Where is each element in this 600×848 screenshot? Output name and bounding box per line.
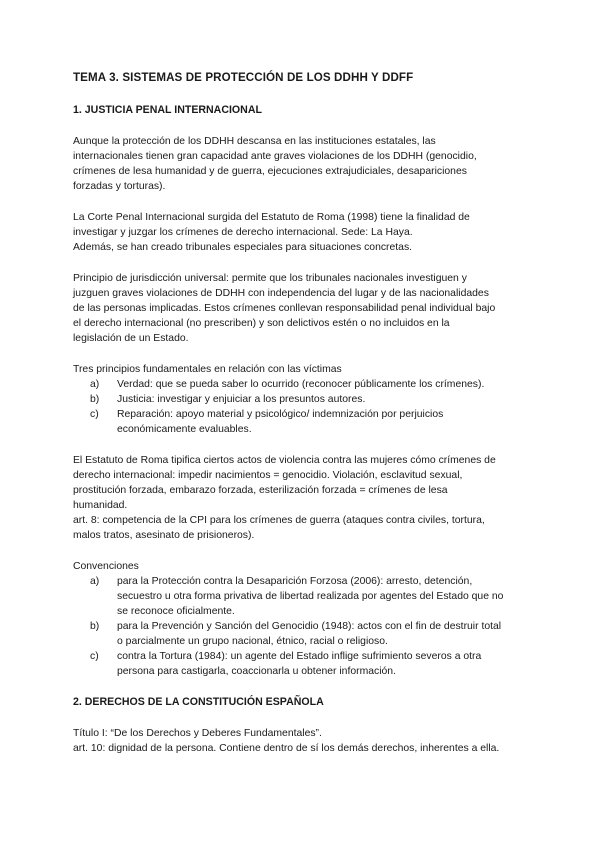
- text-line: Reparación: apoyo material y psicológico/ indemnización por perjuicios: [117, 409, 444, 420]
- text-line: art. 8: competencia de la CPI para los crímenes de guerra (ataques contra civiles, tortura,: [73, 515, 485, 526]
- list-marker: a): [90, 576, 100, 587]
- text-line: Título I: “De los Derechos y Deberes Fundamentales”.: [73, 728, 322, 739]
- text-line: investigar y juzgar los crímenes de derecho internacional. Sede: La Haya.: [73, 227, 413, 238]
- list-marker: b): [90, 621, 100, 632]
- text-line: el derecho internacional (no prescriben) y son delictivos estén o no incluidos en la: [73, 318, 450, 329]
- text-line: contra la Tortura (1984): un agente del Estado inflige sufrimiento severos a otra: [117, 651, 482, 662]
- list-marker: c): [90, 651, 99, 662]
- principles-list: [73, 377, 533, 437]
- page-title: TEMA 3. SISTEMAS DE PROTECCIÓN DE LOS DDHH Y DDFF: [73, 71, 414, 84]
- text-line: forzadas y torturas).: [73, 181, 166, 192]
- list-marker: a): [90, 379, 100, 390]
- list-item: [73, 574, 533, 619]
- section-1-heading: 1. JUSTICIA PENAL INTERNACIONAL: [73, 104, 262, 116]
- conventions-list: [73, 574, 533, 679]
- paragraph-universal-jurisdiction: [73, 271, 533, 346]
- text-line: derecho internacional: impedir nacimientos = genocidio. Violación, esclavitud sexual,: [73, 470, 463, 481]
- conventions-intro: Convenciones: [73, 561, 139, 572]
- text-line: para la Protección contra la Desaparición Forzosa (2006): arresto, detención,: [117, 576, 473, 587]
- paragraph-constitution: [73, 726, 533, 756]
- document-page: [73, 70, 533, 772]
- text-line: prostitución forzada, embarazo forzada, esterilización forzada = crímenes de lesa: [73, 485, 448, 496]
- text-line: La Corte Penal Internacional surgida del Estatuto de Roma (1998) tiene la finalidad de: [73, 212, 470, 223]
- text-line: secuestro u otra forma privativa de libertad realizada por agentes del Estado que no: [117, 591, 504, 602]
- text-line: para la Prevención y Sanción del Genocidio (1948): actos con el fin de destruir total: [117, 621, 502, 632]
- text-line: juzguen graves violaciones de DDHH con independencia del lugar y de las nacionalidades: [73, 288, 489, 299]
- list-item: [73, 407, 533, 437]
- text-line: se reconoce oficialmente.: [117, 606, 235, 617]
- text-line: Justicia: investigar y enjuiciar a los presuntos autores.: [117, 394, 366, 405]
- list-item: [73, 392, 533, 407]
- principles-intro: Tres principios fundamentales en relación con las víctimas: [73, 364, 342, 375]
- paragraph-rome-statute: [73, 453, 533, 543]
- text-line: crímenes de lesa humanidad y de guerra, ejecuciones extrajudiciales, desapariciones: [73, 166, 467, 177]
- text-line: legislación de un Estado.: [73, 333, 189, 344]
- text-line: de las personas implicadas. Estos crímenes conllevan responsabilidad penal individual bajo: [73, 303, 496, 314]
- list-item: [73, 377, 533, 392]
- section-2-heading: 2. DERECHOS DE LA CONSTITUCIÓN ESPAÑOLA: [73, 696, 324, 708]
- text-line: Verdad: que se pueda saber lo ocurrido (reconocer públicamente los crímenes).: [117, 379, 485, 390]
- text-line: Principio de jurisdicción universal: permite que los tribunales nacionales investiguen y: [73, 273, 467, 284]
- list-item: [73, 649, 533, 679]
- list-item: [73, 619, 533, 649]
- text-line: Además, se han creado tribunales especiales para situaciones concretas.: [73, 242, 413, 253]
- text-line: art. 10: dignidad de la persona. Contiene dentro de sí los demás derechos, inherentes a ella.: [73, 743, 500, 754]
- text-line: El Estatuto de Roma tipifica ciertos actos de violencia contra las mujeres cómo crímenes de: [73, 455, 496, 466]
- text-line: malos tratos, asesinato de prisioneros).: [73, 530, 255, 541]
- paragraph-icc-intro: [73, 134, 533, 194]
- paragraph-icc: [73, 210, 533, 255]
- text-line: humanidad.: [73, 500, 128, 511]
- list-marker: c): [90, 409, 99, 420]
- list-marker: b): [90, 394, 100, 405]
- text-line: persona para castigarla, coaccionarla u obtener información.: [117, 666, 396, 677]
- text-line: internacionales tienen gran capacidad ante graves violaciones de los DDHH (genocidio,: [73, 151, 477, 162]
- text-line: o parcialmente un grupo nacional, étnico, racial o religioso.: [117, 636, 388, 647]
- text-line: económicamente evaluables.: [117, 424, 252, 435]
- text-line: Aunque la protección de los DDHH descansa en las instituciones estatales, las: [73, 136, 436, 147]
